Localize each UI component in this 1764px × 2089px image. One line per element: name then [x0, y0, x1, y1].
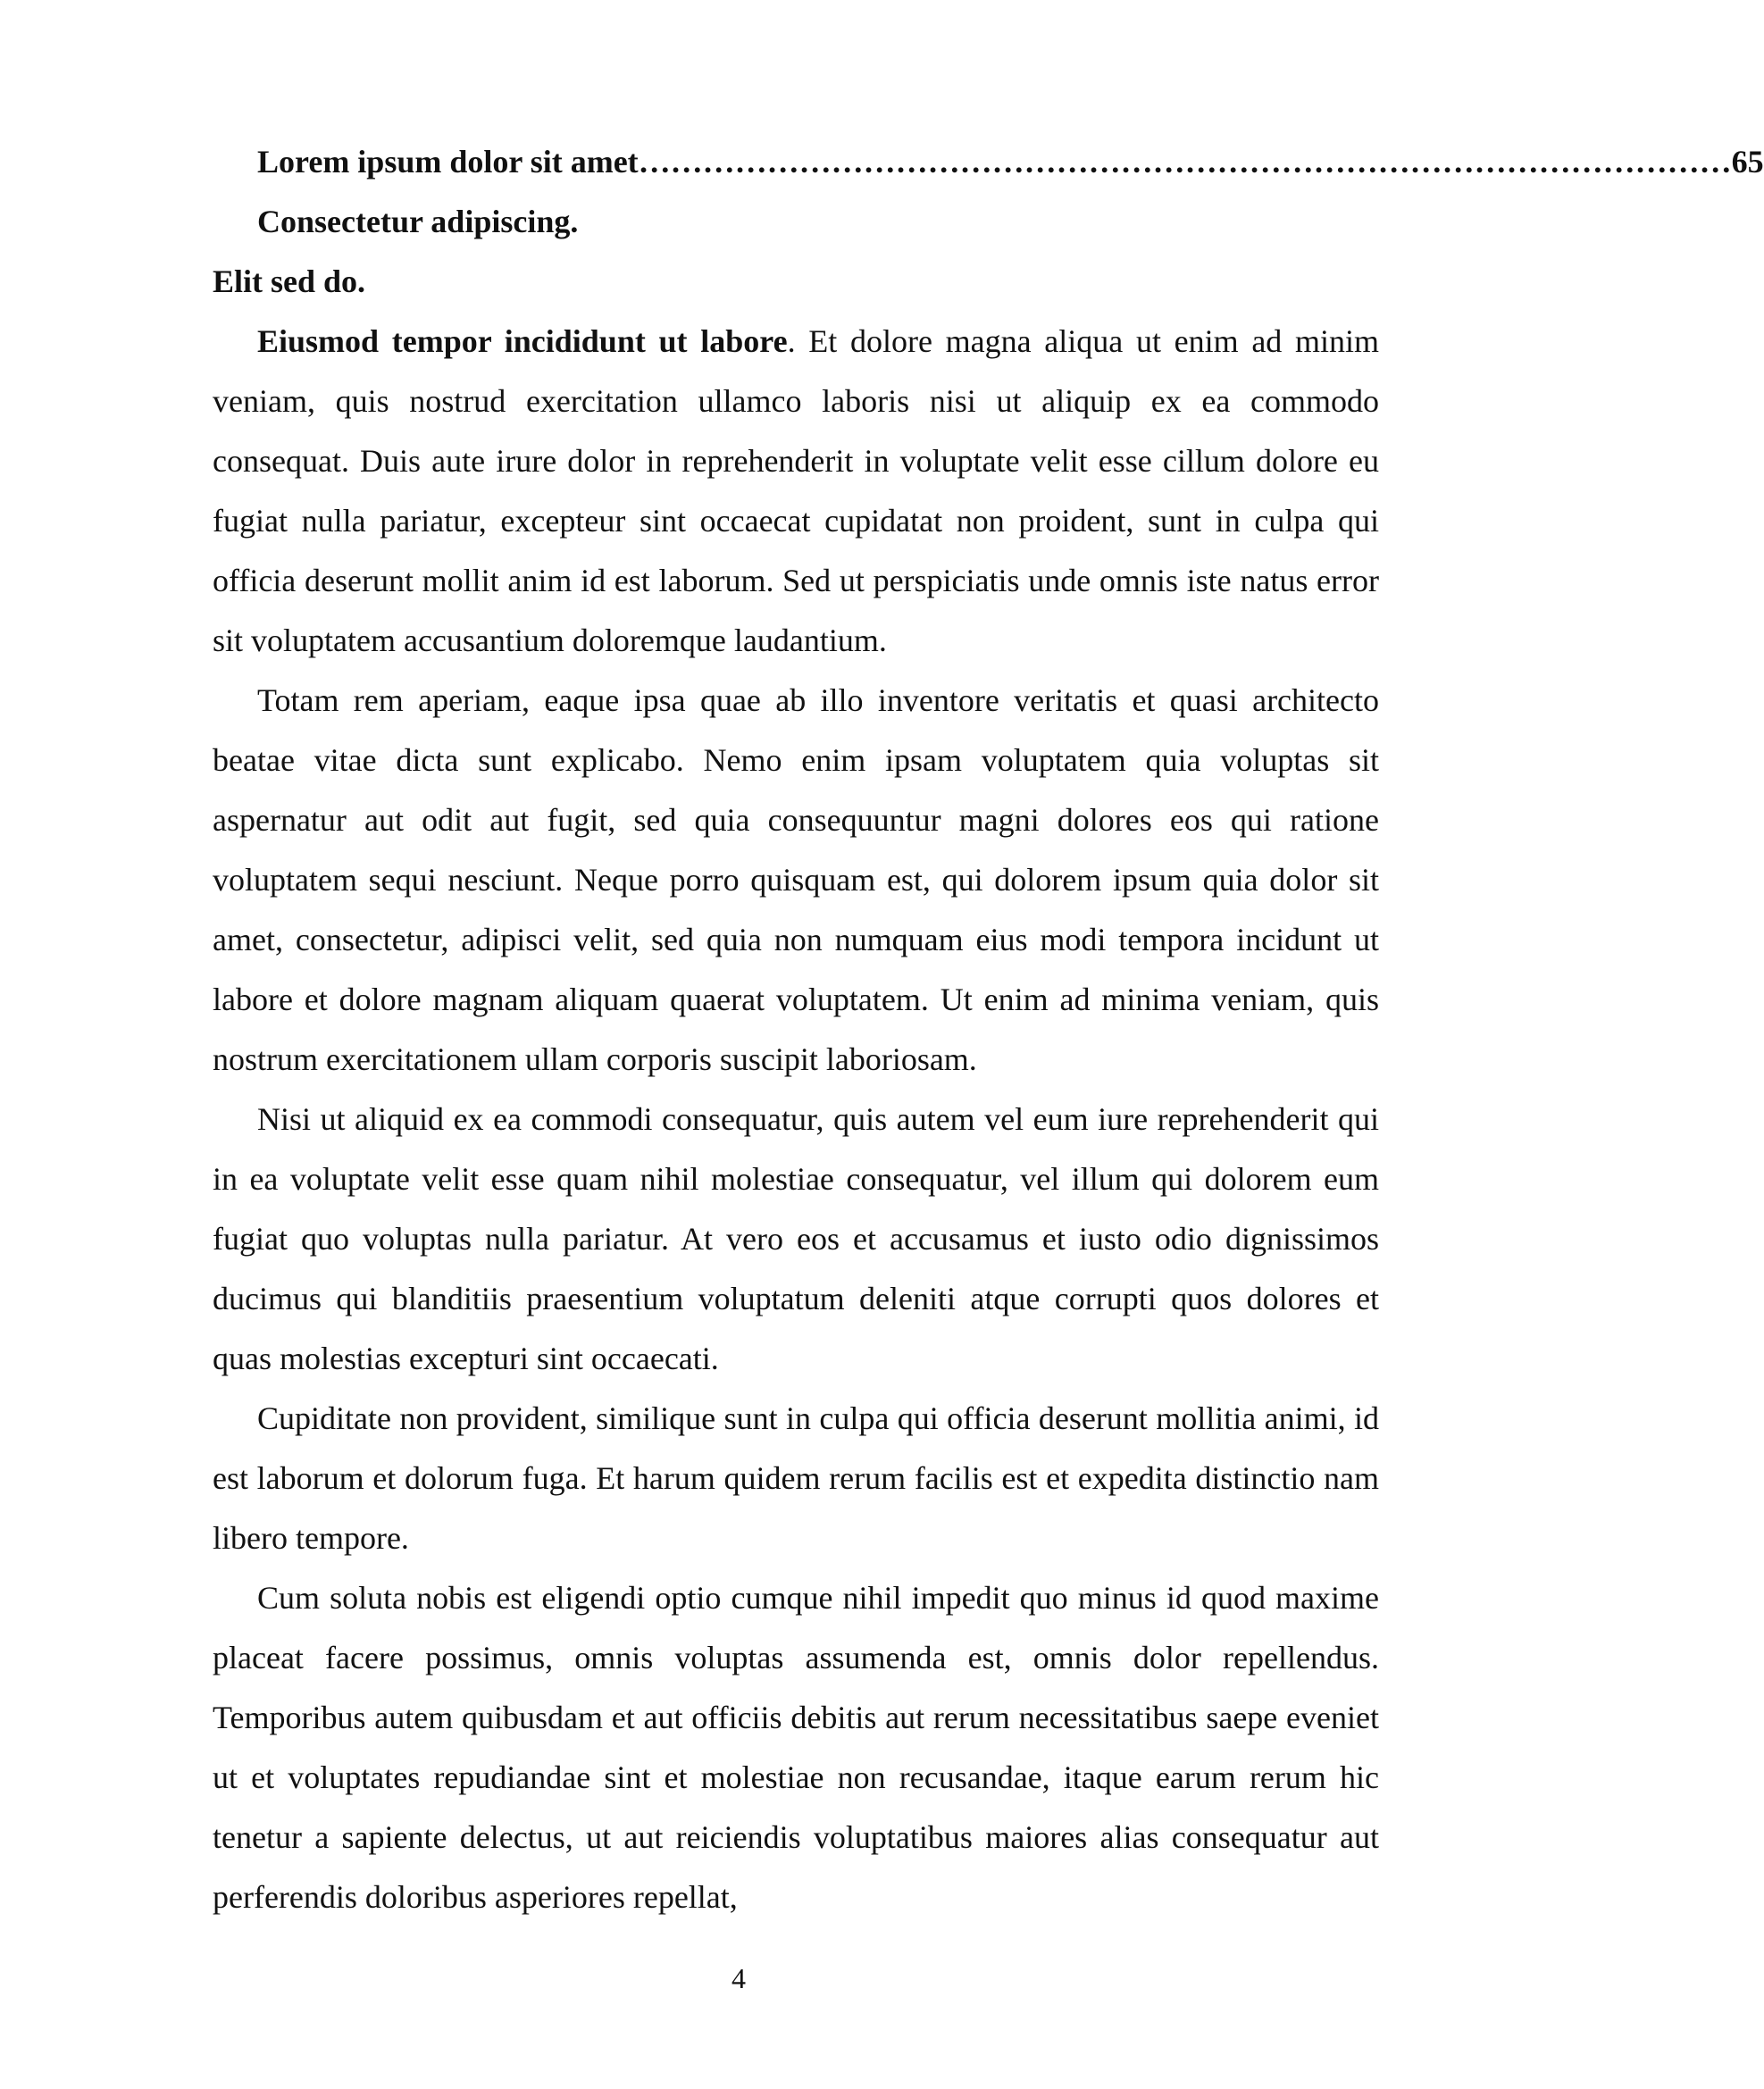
paragraph-text: . Et dolore magna aliqua ut enim ad minim veniam, quis nostrud exercitation ullamco laboris nisi ut aliquip ex ea commodo consequat. Duis aute irure dolor in reprehenderit in voluptate velit esse cillum dolore eu fugiat nulla pariatur, excepteur sint occaecat cupidatat non proident, sunt in culpa qui officia deserunt mollit anim id est laborum. Sed ut perspiciatis unde omnis iste natus error sit voluptatem accusantium doloremque laudantium.	[213, 323, 1380, 658]
paragraph-market-transition: Nisi ut aliquid ex ea commodi consequatur, quis autem vel eum iure reprehenderit qui in ea voluptate velit esse quam nihil molestiae consequatur, vel illum qui dolorem eum fugiat quo voluptas nulla pariatur. At vero eos et accusamus et iusto odio dignissimos ducimus qui blanditiis praesentium voluptatum deleniti atque corrupti quos dolores et quas molestias excepturi sint occaecati.	[213, 1101, 1379, 1376]
toc-entry-appendices: Consectetur adipiscing.	[257, 204, 579, 239]
toc-page-number: 65	[1731, 144, 1764, 180]
paragraph-conclusion: Cum soluta nobis est eligendi optio cumque nihil impedit quo minus id quod maxime placeat facere possimus, omnis voluptas assumenda est, omnis dolor repellendus. Temporibus autem quibusdam et aut officiis debitis aut rerum necessitatibus saepe eveniet ut et voluptates repudiandae sint et molestiae non recusandae, itaque earum rerum hic tenetur a sapiente delectus, ut aut reiciendis voluptatibus maiores alias consequatur aut perferendis doloribus asperiores repellat,	[213, 1580, 1379, 1915]
paragraph-entrepreneurship: Cupiditate non provident, similique sunt in culpa qui officia deserunt mollitia animi, id est laborum et dolorum fuga. Et harum quidem rerum facilis est et expedita distinctio nam libero tempore.	[213, 1400, 1379, 1556]
toc-dot-leader: …………………………………………………………………………………………	[638, 144, 1732, 180]
toc-entry-bibliography	[257, 132, 1764, 192]
page-content	[213, 132, 1764, 1927]
paragraph-relevance	[213, 312, 1379, 671]
section-heading-introduction: Elit sed do.	[213, 263, 366, 299]
paragraph-insurance-market: Totam rem aperiam, eaque ipsa quae ab illo inventore veritatis et quasi architecto beatae vitae dicta sunt explicabo. Nemo enim ipsam voluptatem quia voluptas sit aspernatur aut odit aut fugit, sed quia consequuntur magni dolores eos qui ratione voluptatem sequi nesciunt. Neque porro quisquam est, qui dolorem ipsum quia dolor sit amet, consectetur, adipisci velit, sed quia non numquam eius modi tempora incidunt ut labore et dolore magnam aliquam quaerat voluptatem. Ut enim ad minima veniam, quis nostrum exercitationem ullam corporis suscipit laboriosam.	[213, 682, 1379, 1077]
paragraph-lead-bold: Eiusmod tempor incididunt ut labore	[257, 323, 788, 359]
page-number: 4	[732, 1962, 746, 1994]
toc-entry-title: Lorem ipsum dolor sit amet	[257, 144, 639, 180]
